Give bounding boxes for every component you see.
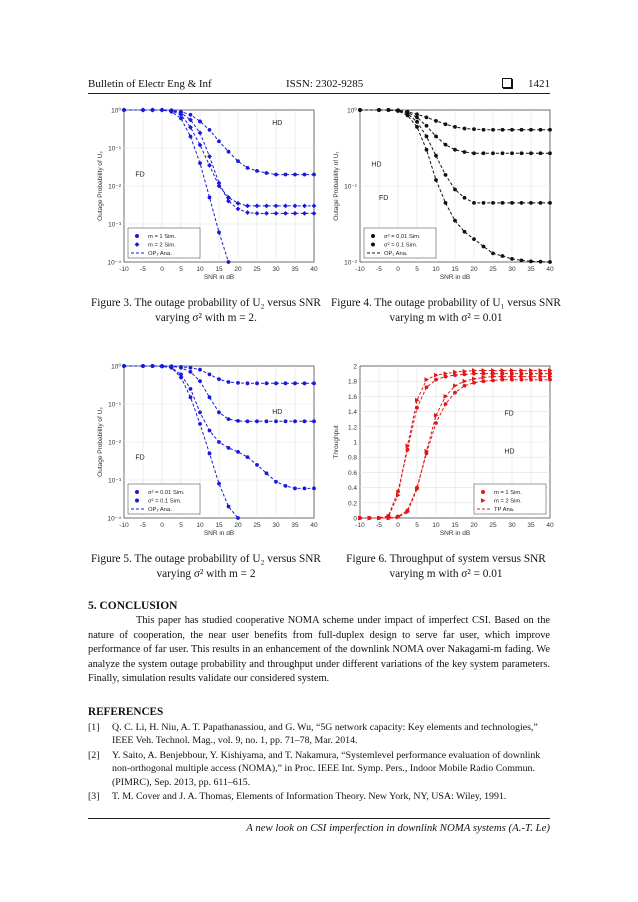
data-point (160, 364, 164, 368)
conclusion-text: This paper has studied cooperative NOMA scheme under impact of imperfect CSI. Based on the nature of cooperation, the near user benefits from full-duplex design to serve far user, which improve performance of far user. This results in an enhancement of the downlink NOMA over Nakagami-m fading. We analyze the system outage probability and throughput under different variations of the key system parameters. Finally, simulation results validate our considered system. (88, 615, 550, 684)
data-point (198, 161, 202, 165)
y-tick-label: 10⁻⁴ (107, 515, 121, 523)
y-tick-label: 10⁻³ (108, 221, 121, 229)
data-point (501, 128, 505, 132)
data-point (208, 128, 212, 132)
y-tick-label: 1.8 (347, 378, 357, 386)
data-point (284, 173, 288, 177)
data-point (510, 201, 514, 205)
section-title: 5. CONCLUSION (88, 600, 178, 612)
x-tick-label: -10 (355, 266, 365, 273)
data-point (520, 258, 524, 262)
data-point (444, 173, 448, 177)
data-point (434, 134, 438, 138)
data-point (217, 231, 221, 235)
data-point (501, 254, 505, 258)
data-point (227, 150, 231, 154)
annotation-label: HD (272, 120, 283, 128)
y-axis-label: Outage Probability of U₂ (97, 407, 104, 477)
y-tick-label: 10⁻¹ (108, 401, 121, 409)
data-point (415, 120, 419, 124)
data-point (520, 128, 524, 132)
data-point (208, 196, 212, 200)
data-point (444, 122, 448, 126)
x-tick-label: 10 (196, 266, 204, 273)
data-point (227, 417, 231, 421)
data-point (312, 381, 316, 385)
data-point (463, 196, 467, 200)
data-point (217, 139, 221, 143)
data-point (265, 381, 269, 385)
y-tick-label: 0 (353, 515, 357, 523)
legend-label: m = 2 Sim. (148, 242, 176, 249)
data-point (501, 201, 505, 205)
data-point (189, 370, 193, 374)
box-icon (502, 78, 512, 90)
data-point (434, 178, 438, 182)
data-point (539, 151, 543, 155)
x-tick-label: 5 (415, 266, 419, 273)
legend-label: σ² = 0.01 Sim. (384, 234, 421, 241)
legend-marker (371, 243, 375, 247)
legend-label: σ² = 0.1 Sim. (148, 498, 182, 505)
legend-label: OP₁ Ana. (384, 251, 408, 258)
data-point (141, 364, 145, 368)
data-point (434, 378, 438, 382)
data-point (312, 173, 316, 177)
x-tick-label: 30 (272, 266, 280, 273)
x-tick-label: 20 (234, 522, 242, 529)
x-axis-label: SNR in dB (439, 530, 471, 537)
data-point (198, 368, 202, 372)
data-point (265, 471, 269, 475)
y-tick-label: 10⁰ (347, 107, 357, 115)
y-tick-label: 10⁻² (108, 439, 121, 447)
data-point (472, 127, 476, 131)
x-tick-label: 15 (451, 522, 459, 529)
data-point (303, 173, 307, 177)
data-point (510, 151, 514, 155)
header-rule (88, 93, 550, 94)
data-point (463, 230, 467, 234)
figure-5-chart (94, 360, 320, 537)
data-point (491, 201, 495, 205)
x-tick-label: 30 (508, 522, 516, 529)
data-point (358, 108, 362, 112)
data-point (529, 259, 533, 263)
x-tick-label: 10 (196, 522, 204, 529)
chart-svg (330, 360, 556, 537)
data-point (312, 487, 316, 491)
y-tick-label: 10⁻² (344, 259, 357, 267)
legend-marker (135, 499, 139, 503)
data-point (179, 373, 183, 377)
data-point (198, 120, 202, 124)
legend-marker (135, 490, 139, 494)
data-point (434, 421, 438, 425)
data-point (529, 201, 533, 205)
x-tick-label: 30 (272, 522, 280, 529)
annotation-label: FD (135, 171, 145, 179)
data-point (227, 380, 231, 384)
data-point (293, 487, 297, 491)
figure-3-chart (94, 104, 320, 281)
data-point (198, 422, 202, 426)
annotation-label: HD (371, 161, 382, 169)
y-tick-label: 10⁰ (111, 107, 121, 115)
x-tick-label: 5 (179, 266, 183, 273)
chart-svg (94, 104, 320, 281)
legend-marker (371, 234, 375, 238)
figure-4-chart (330, 104, 556, 281)
data-point (208, 395, 212, 399)
legend-label: OP₂ Ana. (148, 251, 172, 258)
data-point (453, 391, 457, 395)
figure-3-caption: Figure 3. The outage probability of U₂ versus SNR varying σ² with m = 2. (91, 297, 321, 324)
legend-label: σ² = 0.1 Sim. (384, 242, 418, 249)
data-point (246, 455, 250, 459)
x-tick-label: 10 (432, 522, 440, 529)
data-point (482, 379, 486, 383)
data-point (122, 364, 126, 368)
data-point (312, 419, 316, 423)
data-point (236, 516, 240, 520)
references-title: REFERENCES (88, 706, 164, 718)
x-tick-label: -10 (119, 266, 129, 273)
data-point (491, 251, 495, 255)
page-number: 1421 (528, 78, 550, 90)
x-axis-label: SNR in dB (203, 274, 235, 281)
data-point (255, 381, 259, 385)
chart-svg (330, 104, 556, 281)
legend-label: m = 1 Sim. (148, 234, 176, 241)
legend-label: m = 2 Sim. (494, 498, 522, 505)
data-point (482, 245, 486, 249)
data-point (236, 450, 240, 454)
x-tick-label: 35 (291, 522, 299, 529)
data-point (482, 201, 486, 205)
data-point (510, 257, 514, 261)
y-tick-label: 0.8 (347, 454, 357, 462)
data-point (377, 108, 381, 112)
data-point (284, 381, 288, 385)
x-tick-label: -10 (355, 522, 365, 529)
data-point (236, 159, 240, 163)
data-point (208, 429, 212, 433)
figure-6-caption: Figure 6. Throughput of system versus SNR varying m with σ² = 0.01 (346, 553, 546, 580)
x-tick-label: 40 (546, 266, 554, 273)
data-point (425, 115, 429, 119)
reference-item: [1] Q. C. Li, H. Niu, A. T. Papathanassiou, and G. Wu, “5G network capacity: Key elements and technologies,” IEEE Veh. Technol. Mag., vol. 9, no. 1, pp. 71–78, Mar. 2014. (88, 722, 538, 747)
data-point (482, 151, 486, 155)
data-point (491, 151, 495, 155)
data-point (274, 480, 278, 484)
data-point (217, 411, 221, 415)
x-tick-label: 20 (470, 266, 478, 273)
data-point (396, 109, 400, 113)
y-tick-label: 0.2 (347, 500, 357, 508)
y-axis-label: Throughput (333, 425, 340, 459)
data-point (217, 377, 221, 381)
x-tick-label: 5 (415, 522, 419, 529)
data-point (189, 366, 193, 370)
x-tick-label: 0 (160, 522, 164, 529)
data-point (548, 128, 552, 132)
journal-name: Bulletin of Electr Eng & Inf (88, 78, 212, 90)
y-tick-label: 10⁻¹ (344, 183, 357, 191)
data-point (529, 151, 533, 155)
x-tick-label: -5 (376, 266, 382, 273)
y-tick-label: 1.6 (347, 393, 357, 401)
data-point (284, 484, 288, 488)
x-tick-label: 35 (291, 266, 299, 273)
data-point (453, 125, 457, 129)
y-tick-label: 10⁻⁴ (107, 259, 121, 267)
legend-label: m = 1 Sim. (494, 490, 522, 497)
data-point (303, 381, 307, 385)
x-tick-label: 0 (160, 266, 164, 273)
data-point (284, 419, 288, 423)
data-point (472, 201, 476, 205)
data-point (227, 505, 231, 509)
data-point (539, 128, 543, 132)
legend-marker (481, 490, 485, 494)
data-point (236, 419, 240, 423)
data-point (434, 154, 438, 158)
data-point (303, 487, 307, 491)
y-axis-label: Outage Probability of U₁ (333, 151, 340, 221)
y-tick-label: 0.4 (347, 485, 357, 493)
y-tick-label: 1 (353, 439, 357, 447)
data-point (265, 419, 269, 423)
x-tick-label: 15 (215, 522, 223, 529)
data-point (510, 128, 514, 132)
data-point (434, 119, 438, 123)
annotation-label: HD (272, 408, 283, 416)
data-point (227, 446, 231, 450)
data-point (548, 151, 552, 155)
y-tick-label: 10⁰ (111, 363, 121, 371)
data-point (293, 419, 297, 423)
data-point (151, 364, 155, 368)
data-point (170, 366, 174, 370)
x-axis-label: SNR in dB (203, 530, 235, 537)
data-point (453, 219, 457, 223)
legend-label: σ² = 0.01 Sim. (148, 490, 185, 497)
footer-text: A new look on CSI imperfection in downlink NOMA systems (A.-T. Le) (246, 822, 550, 834)
data-point (444, 201, 448, 205)
data-point (406, 113, 410, 117)
data-point (425, 124, 429, 128)
data-point (444, 402, 448, 406)
data-point (520, 201, 524, 205)
y-tick-label: 1.4 (347, 409, 357, 417)
x-tick-label: 35 (527, 522, 535, 529)
x-tick-label: 25 (253, 266, 261, 273)
data-point (463, 150, 467, 154)
data-point (217, 482, 221, 486)
data-point (293, 381, 297, 385)
references-list (88, 721, 550, 804)
data-point (415, 125, 419, 129)
data-point (529, 128, 533, 132)
data-point (539, 260, 543, 264)
data-point (472, 237, 476, 241)
data-point (425, 134, 429, 138)
figure-5-caption: Figure 5. The outage probability of U₂ versus SNR varying σ² with m = 2 (91, 553, 321, 580)
issn: ISSN: 2302-9285 (286, 78, 364, 90)
data-point (453, 148, 457, 152)
data-point (293, 173, 297, 177)
y-tick-label: 10⁻¹ (108, 145, 121, 153)
data-point (189, 395, 193, 399)
x-tick-label: 25 (489, 522, 497, 529)
annotation-label: FD (135, 454, 145, 462)
x-tick-label: 20 (234, 266, 242, 273)
x-tick-label: 25 (489, 266, 497, 273)
x-tick-label: -5 (376, 522, 382, 529)
data-point (189, 387, 193, 391)
x-tick-label: 30 (508, 266, 516, 273)
legend-label: OP₂ Ana. (148, 507, 172, 514)
y-tick-label: 10⁻³ (108, 477, 121, 485)
x-tick-label: 25 (253, 522, 261, 529)
data-point (198, 411, 202, 415)
reference-item: [2] Y. Saito, A. Benjebbour, Y. Kishiyama, and T. Nakamura, “Systemlevel performance evaluation of downlink non-orthogonal multiple access (NOMA),” in Proc. IEEE Int. Symp. Pers., Indoor Mobile Radio Commun. (PIMRC), Sep. 2013, pp. 611–615. (88, 749, 541, 788)
data-point (179, 366, 183, 370)
annotation-label: FD (379, 195, 389, 203)
y-tick-label: 10⁻² (108, 183, 121, 191)
data-point (520, 151, 524, 155)
data-point (425, 148, 429, 152)
x-tick-label: 15 (215, 266, 223, 273)
x-tick-label: 35 (527, 266, 535, 273)
data-point (255, 419, 259, 423)
x-tick-label: 15 (451, 266, 459, 273)
data-point (425, 385, 429, 389)
x-tick-label: 5 (179, 522, 183, 529)
x-tick-label: 0 (396, 266, 400, 273)
x-tick-label: 10 (432, 266, 440, 273)
data-point (463, 127, 467, 131)
data-point (255, 463, 259, 467)
data-point (303, 419, 307, 423)
data-point (463, 384, 467, 388)
data-point (491, 379, 495, 383)
data-point (208, 373, 212, 377)
data-point (246, 166, 250, 170)
y-tick-label: 1.2 (347, 424, 357, 432)
data-point (274, 173, 278, 177)
x-tick-label: -10 (119, 522, 129, 529)
data-point (387, 108, 391, 112)
data-point (208, 452, 212, 456)
data-point (189, 135, 193, 139)
figure-4-caption: Figure 4. The outage probability of U₁ versus SNR varying m with σ² = 0.01 (331, 297, 561, 324)
x-tick-label: 40 (310, 522, 318, 529)
data-point (227, 260, 231, 264)
data-point (472, 381, 476, 385)
data-point (548, 201, 552, 205)
y-tick-label: 2 (353, 363, 357, 371)
conclusion-paragraph (88, 614, 550, 687)
x-tick-label: 40 (546, 522, 554, 529)
data-point (246, 419, 250, 423)
data-point (472, 151, 476, 155)
y-tick-label: 0.6 (347, 469, 357, 477)
data-point (274, 381, 278, 385)
y-axis-label: Outage Probability of U₂ (97, 151, 104, 221)
data-point (501, 151, 505, 155)
x-tick-label: -5 (140, 522, 146, 529)
footer-rule (88, 818, 550, 819)
data-point (548, 260, 552, 264)
legend-label: TP Ana. (494, 507, 515, 514)
x-tick-label: 0 (396, 522, 400, 529)
data-point (189, 113, 193, 117)
legend-marker (135, 234, 139, 238)
data-point (198, 379, 202, 383)
data-point (539, 201, 543, 205)
x-tick-label: -5 (140, 266, 146, 273)
chart-svg (94, 360, 320, 537)
data-point (491, 128, 495, 132)
data-point (274, 419, 278, 423)
data-point (246, 381, 250, 385)
annotation-label: FD (504, 410, 514, 418)
annotation-label: HD (504, 448, 515, 456)
data-point (444, 143, 448, 147)
x-axis-label: SNR in dB (439, 274, 471, 281)
data-point (453, 188, 457, 192)
reference-item: [3] T. M. Cover and J. A. Thomas, Elements of Information Theory. New York, NY, USA: Wiley, 1991. (88, 791, 507, 803)
data-point (482, 128, 486, 132)
x-tick-label: 40 (310, 266, 318, 273)
data-point (415, 115, 419, 119)
data-point (265, 171, 269, 175)
x-tick-label: 20 (470, 522, 478, 529)
data-point (236, 381, 240, 385)
figure-6-chart (330, 360, 556, 537)
data-point (255, 169, 259, 173)
data-point (217, 440, 221, 444)
